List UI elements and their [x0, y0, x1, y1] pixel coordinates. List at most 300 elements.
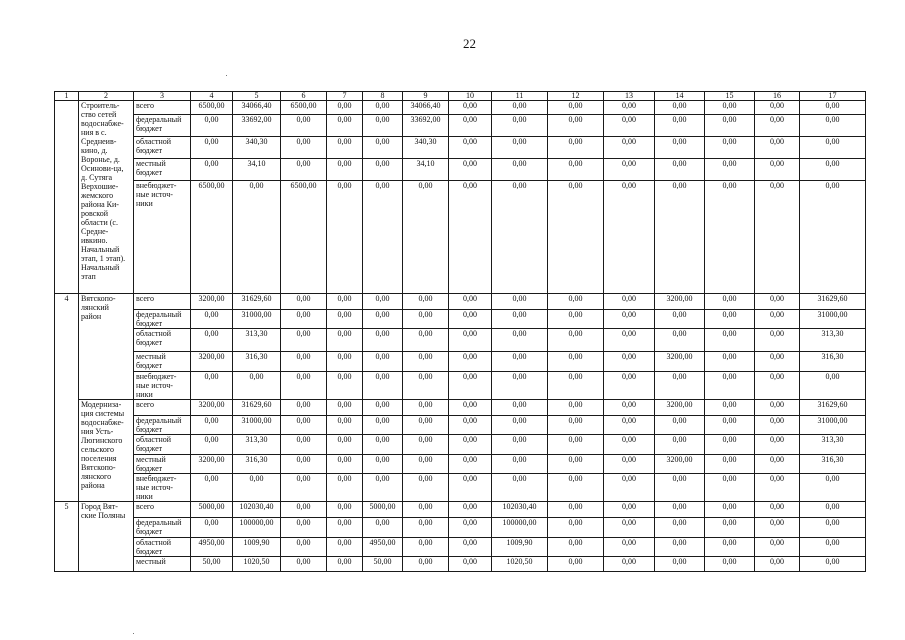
amount-cell: 313,30 — [233, 329, 281, 352]
amount-cell: 0,00 — [705, 455, 755, 474]
amount-cell: 3200,00 — [191, 400, 233, 416]
amount-cell: 0,00 — [492, 181, 548, 294]
amount-cell: 0,00 — [655, 502, 705, 518]
amount-cell: 0,00 — [548, 329, 604, 352]
amount-cell: 3200,00 — [655, 455, 705, 474]
column-number: 5 — [233, 92, 281, 101]
amount-cell: 3200,00 — [191, 455, 233, 474]
amount-cell: 31000,00 — [233, 416, 281, 435]
amount-cell: 0,00 — [604, 557, 655, 572]
amount-cell: 50,00 — [191, 557, 233, 572]
amount-cell: 0,00 — [655, 101, 705, 115]
amount-cell: 0,00 — [327, 538, 363, 557]
amount-cell: 0,00 — [800, 502, 866, 518]
amount-cell: 0,00 — [705, 372, 755, 400]
amount-cell: 0,00 — [281, 310, 327, 329]
amount-cell: 0,00 — [548, 294, 604, 310]
object-name: Строитель-ство сетей водоснабже-ния в с. Среднеив-кино, д. Воронье, д. Осинови-ца, д. Сутяга Верхошие-жемского района Ки-ровской области (с. Средне-ивкино. Начальный этап, 1 этап). Начальный этап — [79, 101, 134, 294]
amount-cell: 0,00 — [191, 416, 233, 435]
amount-cell: 0,00 — [327, 557, 363, 572]
amount-cell: 0,00 — [755, 137, 800, 159]
amount-cell: 0,00 — [604, 115, 655, 137]
amount-cell: 0,00 — [548, 310, 604, 329]
item-number: 4 — [55, 294, 79, 502]
table-row — [55, 115, 866, 137]
amount-cell: 0,00 — [755, 352, 800, 372]
amount-cell: 0,00 — [281, 352, 327, 372]
amount-cell: 0,00 — [449, 329, 492, 352]
amount-cell: 33692,00 — [233, 115, 281, 137]
amount-cell: 316,30 — [233, 455, 281, 474]
amount-cell: 0,00 — [403, 474, 449, 502]
amount-cell: 0,00 — [363, 400, 403, 416]
amount-cell: 0,00 — [492, 310, 548, 329]
amount-cell: 0,00 — [281, 159, 327, 181]
amount-cell: 50,00 — [363, 557, 403, 572]
table-row — [55, 538, 866, 557]
amount-cell: 34,10 — [233, 159, 281, 181]
amount-cell: 0,00 — [327, 101, 363, 115]
amount-cell: 0,00 — [363, 435, 403, 455]
amount-cell: 0,00 — [449, 137, 492, 159]
table-row — [55, 329, 866, 352]
amount-cell: 6500,00 — [281, 101, 327, 115]
amount-cell: 0,00 — [492, 101, 548, 115]
column-number: 17 — [800, 92, 866, 101]
amount-cell: 0,00 — [327, 518, 363, 538]
funding-source: местный бюджет — [134, 352, 191, 372]
amount-cell: 0,00 — [363, 101, 403, 115]
amount-cell: 0,00 — [655, 538, 705, 557]
amount-cell: 0,00 — [363, 310, 403, 329]
amount-cell: 0,00 — [281, 455, 327, 474]
amount-cell: 0,00 — [281, 294, 327, 310]
amount-cell: 0,00 — [492, 455, 548, 474]
amount-cell: 0,00 — [800, 474, 866, 502]
amount-cell: 0,00 — [755, 435, 800, 455]
amount-cell: 0,00 — [800, 101, 866, 115]
amount-cell: 0,00 — [604, 455, 655, 474]
amount-cell: 0,00 — [604, 474, 655, 502]
amount-cell: 316,30 — [800, 352, 866, 372]
amount-cell: 0,00 — [755, 372, 800, 400]
amount-cell: 0,00 — [191, 115, 233, 137]
amount-cell: 31629,60 — [233, 400, 281, 416]
amount-cell: 33692,00 — [403, 115, 449, 137]
amount-cell: 0,00 — [604, 159, 655, 181]
amount-cell: 0,00 — [800, 518, 866, 538]
amount-cell: 0,00 — [403, 310, 449, 329]
amount-cell: 0,00 — [604, 329, 655, 352]
table-body — [55, 92, 866, 572]
amount-cell: 0,00 — [755, 101, 800, 115]
amount-cell: 31000,00 — [800, 416, 866, 435]
amount-cell: 0,00 — [281, 329, 327, 352]
amount-cell: 0,00 — [548, 352, 604, 372]
amount-cell: 0,00 — [281, 372, 327, 400]
amount-cell: 0,00 — [755, 557, 800, 572]
amount-cell: 0,00 — [604, 352, 655, 372]
amount-cell: 0,00 — [655, 137, 705, 159]
amount-cell: 0,00 — [548, 181, 604, 294]
amount-cell: 0,00 — [604, 518, 655, 538]
amount-cell: 0,00 — [449, 372, 492, 400]
amount-cell: 31629,60 — [800, 400, 866, 416]
amount-cell: 0,00 — [800, 181, 866, 294]
amount-cell: 0,00 — [655, 310, 705, 329]
column-number: 16 — [755, 92, 800, 101]
table-row — [55, 372, 866, 400]
amount-cell: 0,00 — [548, 502, 604, 518]
amount-cell: 0,00 — [449, 416, 492, 435]
amount-cell: 0,00 — [604, 538, 655, 557]
amount-cell: 0,00 — [281, 416, 327, 435]
table-row — [55, 137, 866, 159]
table-row — [55, 435, 866, 455]
funding-source: всего — [134, 400, 191, 416]
table-row — [55, 455, 866, 474]
amount-cell: 31000,00 — [233, 310, 281, 329]
amount-cell: 313,30 — [800, 435, 866, 455]
amount-cell: 0,00 — [327, 352, 363, 372]
amount-cell: 0,00 — [492, 137, 548, 159]
amount-cell: 0,00 — [327, 435, 363, 455]
amount-cell: 0,00 — [281, 557, 327, 572]
amount-cell: 0,00 — [281, 502, 327, 518]
amount-cell: 0,00 — [449, 518, 492, 538]
amount-cell: 0,00 — [800, 159, 866, 181]
amount-cell: 0,00 — [604, 101, 655, 115]
amount-cell: 6500,00 — [281, 181, 327, 294]
amount-cell: 0,00 — [604, 416, 655, 435]
column-number: 4 — [191, 92, 233, 101]
amount-cell: 31629,60 — [233, 294, 281, 310]
table-row — [55, 400, 866, 416]
amount-cell: 0,00 — [363, 372, 403, 400]
amount-cell: 1020,50 — [233, 557, 281, 572]
amount-cell: 0,00 — [449, 159, 492, 181]
amount-cell: 34066,40 — [403, 101, 449, 115]
amount-cell: 0,00 — [548, 400, 604, 416]
amount-cell: 0,00 — [492, 115, 548, 137]
table-row — [55, 352, 866, 372]
amount-cell: 0,00 — [449, 538, 492, 557]
amount-cell: 0,00 — [800, 137, 866, 159]
amount-cell: 100000,00 — [492, 518, 548, 538]
amount-cell: 0,00 — [363, 416, 403, 435]
amount-cell: 0,00 — [233, 181, 281, 294]
amount-cell: 0,00 — [191, 474, 233, 502]
amount-cell: 3200,00 — [191, 352, 233, 372]
amount-cell: 313,30 — [233, 435, 281, 455]
amount-cell: 0,00 — [705, 310, 755, 329]
amount-cell: 0,00 — [604, 502, 655, 518]
amount-cell: 0,00 — [281, 518, 327, 538]
amount-cell: 0,00 — [655, 416, 705, 435]
table-row — [55, 557, 866, 572]
column-number: 8 — [363, 92, 403, 101]
amount-cell: 34066,40 — [233, 101, 281, 115]
column-number: 2 — [79, 92, 134, 101]
amount-cell: 0,00 — [492, 352, 548, 372]
amount-cell: 0,00 — [755, 181, 800, 294]
amount-cell: 0,00 — [548, 101, 604, 115]
amount-cell: 0,00 — [403, 181, 449, 294]
amount-cell: 0,00 — [449, 181, 492, 294]
amount-cell: 0,00 — [705, 474, 755, 502]
amount-cell: 0,00 — [403, 329, 449, 352]
amount-cell: 0,00 — [755, 518, 800, 538]
funding-source: внебюджет-ные источ-ники — [134, 372, 191, 400]
column-number-row — [55, 92, 866, 101]
funding-source: местный — [134, 557, 191, 572]
amount-cell: 0,00 — [403, 416, 449, 435]
amount-cell: 0,00 — [492, 329, 548, 352]
amount-cell: 0,00 — [403, 455, 449, 474]
amount-cell: 0,00 — [705, 518, 755, 538]
table-row — [55, 474, 866, 502]
amount-cell: 0,00 — [363, 137, 403, 159]
amount-cell: 0,00 — [191, 329, 233, 352]
funding-source: федеральный бюджет — [134, 518, 191, 538]
amount-cell: 0,00 — [492, 416, 548, 435]
amount-cell: 0,00 — [281, 538, 327, 557]
table-row — [55, 294, 866, 310]
amount-cell: 5000,00 — [191, 502, 233, 518]
amount-cell: 0,00 — [492, 372, 548, 400]
amount-cell: 0,00 — [755, 416, 800, 435]
amount-cell: 0,00 — [705, 329, 755, 352]
amount-cell: 0,00 — [548, 435, 604, 455]
scan-speck — [226, 75, 227, 76]
funding-source: областной бюджет — [134, 435, 191, 455]
amount-cell: 0,00 — [363, 294, 403, 310]
amount-cell: 0,00 — [705, 502, 755, 518]
amount-cell: 0,00 — [705, 435, 755, 455]
amount-cell: 0,00 — [449, 294, 492, 310]
page-number: 22 — [463, 36, 476, 51]
amount-cell: 0,00 — [403, 400, 449, 416]
amount-cell: 0,00 — [327, 502, 363, 518]
amount-cell: 0,00 — [363, 159, 403, 181]
amount-cell: 0,00 — [655, 115, 705, 137]
amount-cell: 0,00 — [449, 557, 492, 572]
amount-cell: 0,00 — [655, 435, 705, 455]
amount-cell: 0,00 — [800, 372, 866, 400]
amount-cell: 0,00 — [548, 538, 604, 557]
amount-cell: 0,00 — [191, 137, 233, 159]
amount-cell: 0,00 — [449, 101, 492, 115]
amount-cell: 0,00 — [233, 372, 281, 400]
amount-cell: 313,30 — [800, 329, 866, 352]
funding-source: местный бюджет — [134, 455, 191, 474]
amount-cell: 0,00 — [363, 115, 403, 137]
amount-cell: 0,00 — [755, 329, 800, 352]
amount-cell: 340,30 — [233, 137, 281, 159]
amount-cell: 0,00 — [449, 115, 492, 137]
amount-cell: 0,00 — [449, 502, 492, 518]
amount-cell: 0,00 — [755, 310, 800, 329]
amount-cell: 0,00 — [403, 518, 449, 538]
amount-cell: 0,00 — [655, 557, 705, 572]
amount-cell: 0,00 — [655, 474, 705, 502]
column-number: 10 — [449, 92, 492, 101]
amount-cell: 0,00 — [705, 352, 755, 372]
amount-cell: 31629,60 — [800, 294, 866, 310]
amount-cell: 0,00 — [548, 137, 604, 159]
amount-cell: 0,00 — [363, 455, 403, 474]
amount-cell: 0,00 — [655, 181, 705, 294]
amount-cell: 0,00 — [327, 474, 363, 502]
column-number: 12 — [548, 92, 604, 101]
amount-cell: 0,00 — [363, 329, 403, 352]
amount-cell: 0,00 — [705, 115, 755, 137]
amount-cell: 5000,00 — [363, 502, 403, 518]
table-row — [55, 310, 866, 329]
amount-cell: 0,00 — [755, 400, 800, 416]
amount-cell: 0,00 — [604, 372, 655, 400]
amount-cell: 4950,00 — [363, 538, 403, 557]
amount-cell: 0,00 — [548, 159, 604, 181]
amount-cell: 31000,00 — [800, 310, 866, 329]
amount-cell: 0,00 — [604, 310, 655, 329]
amount-cell: 0,00 — [403, 557, 449, 572]
amount-cell: 0,00 — [191, 310, 233, 329]
amount-cell: 0,00 — [327, 416, 363, 435]
amount-cell: 0,00 — [800, 538, 866, 557]
amount-cell: 0,00 — [655, 518, 705, 538]
amount-cell: 0,00 — [755, 115, 800, 137]
amount-cell: 1009,90 — [233, 538, 281, 557]
amount-cell: 0,00 — [705, 400, 755, 416]
column-number: 14 — [655, 92, 705, 101]
amount-cell: 0,00 — [327, 455, 363, 474]
amount-cell: 0,00 — [548, 474, 604, 502]
amount-cell: 0,00 — [403, 502, 449, 518]
amount-cell: 0,00 — [755, 159, 800, 181]
amount-cell: 0,00 — [449, 455, 492, 474]
amount-cell: 0,00 — [191, 372, 233, 400]
amount-cell: 102030,40 — [233, 502, 281, 518]
amount-cell: 0,00 — [548, 416, 604, 435]
amount-cell: 0,00 — [800, 115, 866, 137]
amount-cell: 0,00 — [191, 159, 233, 181]
amount-cell: 0,00 — [327, 115, 363, 137]
funding-source: местный бюджет — [134, 159, 191, 181]
amount-cell: 0,00 — [705, 101, 755, 115]
amount-cell: 0,00 — [191, 518, 233, 538]
amount-cell: 0,00 — [403, 372, 449, 400]
amount-cell: 0,00 — [548, 518, 604, 538]
amount-cell: 0,00 — [548, 455, 604, 474]
column-number: 15 — [705, 92, 755, 101]
amount-cell: 0,00 — [604, 435, 655, 455]
amount-cell: 0,00 — [492, 474, 548, 502]
amount-cell: 316,30 — [233, 352, 281, 372]
column-number: 1 — [55, 92, 79, 101]
amount-cell: 0,00 — [281, 400, 327, 416]
amount-cell: 0,00 — [655, 329, 705, 352]
scan-speck — [133, 633, 134, 634]
amount-cell: 6500,00 — [191, 101, 233, 115]
table-row — [55, 159, 866, 181]
amount-cell: 0,00 — [363, 474, 403, 502]
amount-cell: 0,00 — [755, 294, 800, 310]
column-number: 11 — [492, 92, 548, 101]
funding-source: федеральный бюджет — [134, 416, 191, 435]
amount-cell: 0,00 — [705, 159, 755, 181]
amount-cell: 0,00 — [604, 181, 655, 294]
amount-cell: 0,00 — [548, 115, 604, 137]
amount-cell: 102030,40 — [492, 502, 548, 518]
amount-cell: 0,00 — [281, 137, 327, 159]
amount-cell: 0,00 — [327, 310, 363, 329]
amount-cell: 0,00 — [363, 352, 403, 372]
amount-cell: 0,00 — [655, 159, 705, 181]
amount-cell: 0,00 — [327, 400, 363, 416]
funding-source: областной бюджет — [134, 329, 191, 352]
amount-cell: 0,00 — [363, 181, 403, 294]
amount-cell: 0,00 — [604, 137, 655, 159]
amount-cell: 0,00 — [705, 416, 755, 435]
amount-cell: 0,00 — [705, 137, 755, 159]
column-number: 6 — [281, 92, 327, 101]
item-number: 5 — [55, 502, 79, 572]
amount-cell: 4950,00 — [191, 538, 233, 557]
amount-cell: 0,00 — [705, 538, 755, 557]
amount-cell: 0,00 — [281, 435, 327, 455]
amount-cell: 0,00 — [604, 294, 655, 310]
amount-cell: 0,00 — [233, 474, 281, 502]
amount-cell: 0,00 — [327, 181, 363, 294]
amount-cell: 1020,50 — [492, 557, 548, 572]
funding-source: федеральный бюджет — [134, 115, 191, 137]
funding-source: всего — [134, 502, 191, 518]
amount-cell: 0,00 — [403, 435, 449, 455]
amount-cell: 0,00 — [363, 518, 403, 538]
item-number — [55, 101, 79, 294]
amount-cell: 6500,00 — [191, 181, 233, 294]
amount-cell: 0,00 — [492, 435, 548, 455]
amount-cell: 0,00 — [281, 115, 327, 137]
column-number: 9 — [403, 92, 449, 101]
funding-source: всего — [134, 294, 191, 310]
funding-source: федеральный бюджет — [134, 310, 191, 329]
amount-cell: 0,00 — [755, 502, 800, 518]
funding-source: всего — [134, 101, 191, 115]
amount-cell: 0,00 — [755, 538, 800, 557]
amount-cell: 316,30 — [800, 455, 866, 474]
amount-cell: 0,00 — [403, 538, 449, 557]
amount-cell: 0,00 — [604, 400, 655, 416]
amount-cell: 3200,00 — [655, 400, 705, 416]
amount-cell: 0,00 — [449, 352, 492, 372]
amount-cell: 0,00 — [403, 352, 449, 372]
amount-cell: 34,10 — [403, 159, 449, 181]
amount-cell: 0,00 — [655, 372, 705, 400]
table-row — [55, 101, 866, 115]
amount-cell: 0,00 — [403, 294, 449, 310]
amount-cell: 0,00 — [327, 329, 363, 352]
amount-cell: 0,00 — [492, 159, 548, 181]
column-number: 7 — [327, 92, 363, 101]
funding-source: внебюджет-ные источ-ники — [134, 474, 191, 502]
amount-cell: 0,00 — [327, 294, 363, 310]
amount-cell: 0,00 — [492, 294, 548, 310]
amount-cell: 0,00 — [449, 435, 492, 455]
amount-cell: 0,00 — [705, 181, 755, 294]
amount-cell: 0,00 — [449, 400, 492, 416]
